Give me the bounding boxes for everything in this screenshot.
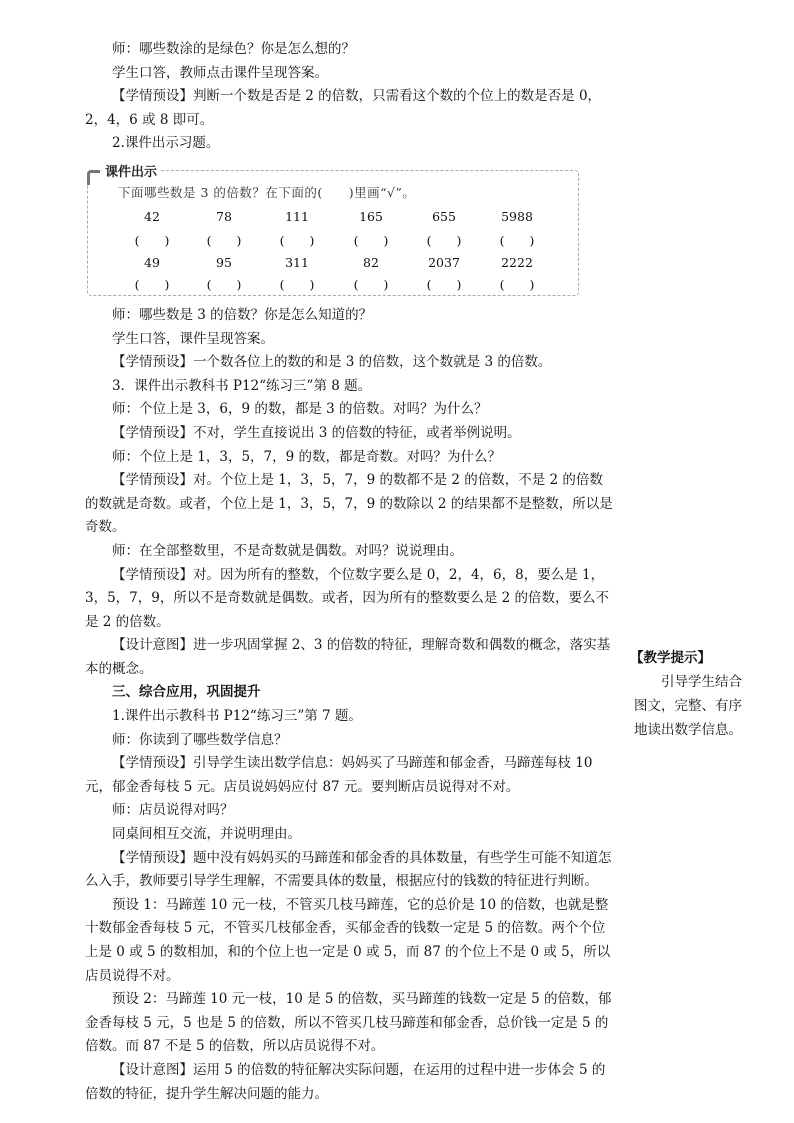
answer-blank[interactable]: ( ) [206,276,242,292]
exercise-number: 5988 [501,208,533,224]
student-answer-2: 学生口答，课件呈现答案。 [112,330,274,347]
exercise-number: 95 [216,254,232,270]
preset-paragraph-7 [85,847,613,894]
number-row-1 [88,209,578,229]
answer-blank[interactable]: ( ) [426,276,462,292]
answer-row-1 [88,231,578,251]
preset-tag: 【学情预设】 [112,849,193,866]
answer-blank[interactable]: ( ) [279,276,315,292]
teacher-question-info: 师：你读到了哪些数学信息？ [112,731,288,748]
exercise-number: 42 [144,208,160,224]
preset-tag: 【学情预设】 [112,354,193,371]
preset-paragraph-6 [85,752,613,799]
answer-blank[interactable]: ( ) [426,232,462,248]
preset-text: 题中没有妈妈买的马蹄莲和郁金香的具体数量，有些学生可能不知道怎么入手，教师要引导学生理解，不需要具体的数量，根据应付的钱数的特征进行判断。 [85,849,612,890]
preset-text: 对。个位上是 1，3，5，7，9 的数都不是 2 的倍数，不是 2 的倍数的数就是奇数。或者，个位上是 1，3，5，7，9 的数除以 2 的结果都不是整数，所以是奇数。 [85,472,613,536]
exercise-number: 655 [432,208,456,224]
student-answer-1: 学生口答，教师点击课件呈现答案。 [112,64,328,81]
preset-tag: 【学情预设】 [112,424,193,441]
exercise-prompt: 下面哪些数是 3 的倍数？在下面的( )里画“√”。 [118,184,416,200]
answer-blank[interactable]: ( ) [134,276,170,292]
design-text: 运用 5 的倍数的特征解决实际问题，在运用的过程中进一步体会 5 的倍数的特征，提升学生解决问题的能力。 [85,1061,606,1102]
preset-tag: 【学情预设】 [112,566,193,583]
teaching-tip-title: 【教学提示】 [630,650,711,666]
exercise-number: 82 [363,254,379,270]
exercise-intro: 2.课件出示习题。 [112,135,220,152]
teacher-question-clerk: 师：店员说得对吗？ [112,802,234,819]
exercise-8-intro: 3．课件出示教科书 P12“练习三”第 8 题。 [112,377,372,394]
preset-text: 引导学生读出数学信息：妈妈买了马蹄莲和郁金香，马蹄莲每枝 10 元，郁金香每枝 5 元。店员说妈妈应付 87 元。要判断店员说得对不对。 [85,755,593,795]
teacher-question-369: 师：个位上是 3，6，9 的数，都是 3 的倍数。对吗？为什么？ [112,401,488,418]
answer-blank[interactable]: ( ) [279,232,315,248]
preset-text: 对。因为所有的整数，个位数字要么是 0，2，4，6，8，要么是 1，3，5，7，9，所以不是奇数就是偶数。或者，因为所有的整数要么是 2 的倍数，要么不是 2 的倍数。 [85,566,610,630]
courseware-exercise-box [87,164,579,296]
answer-row-2 [88,275,578,295]
design-tag: 【设计意图】 [112,637,193,654]
teaching-tip-sidebar [630,646,744,742]
teaching-tip-body: 引导学生结合图文，完整、有序地读出数学信息。 [634,674,742,738]
preset-paragraph-3 [85,422,613,446]
preset-text: 一个数各位上的数的和是 3 的倍数，这个数就是 3 的倍数。 [193,354,552,371]
preset-tag: 【学情预设】 [112,472,193,489]
answer-blank[interactable]: ( ) [499,276,535,292]
preset-paragraph-5 [85,564,613,635]
design-text: 进一步巩固掌握 2、3 的倍数的特征，理解奇数和偶数的概念，落实基本的概念。 [85,637,611,677]
number-row-2 [88,255,578,275]
exercise-number: 311 [285,254,309,270]
answer-blank[interactable]: ( ) [353,232,389,248]
preset-tag: 【学情预设】 [112,755,193,772]
preset-paragraph-2 [85,351,613,375]
exercise-number: 2222 [501,254,533,270]
teacher-question-odd: 师：个位上是 1，3，5，7，9 的数，都是奇数。对吗？为什么？ [112,448,502,465]
exercise-number: 111 [285,208,309,224]
exercise-number: 2037 [428,254,460,270]
lesson-body [85,38,613,1106]
answer-blank[interactable]: ( ) [134,232,170,248]
teacher-question-3: 师：哪些数是 3 的倍数？你是怎么知道的？ [112,306,373,323]
exercise-number: 78 [216,208,232,224]
preset-paragraph-1 [85,85,613,132]
pair-discussion: 同桌间相互交流，并说明理由。 [112,826,301,843]
preset-option-1: 预设 1：马蹄莲 10 元一枝，不管买几枝马蹄莲，它的总价是 10 的倍数，也就是整十数郁金香每枝 5 元，不管买几枝郁金香，买郁金香的钱数一定是 5 的倍数。两个个位上是 0 或 5 的数相加，和的个位上也一定是 0 或 5，而 87 的个位上不是 0 或 5，所以店员说得不对。 [85,896,611,984]
preset-option-2: 预设 2：马蹄莲 10 元一枝，10 是 5 的倍数，买马蹄莲的钱数一定是 5 的倍数，郁金香每枝 5 元，5 也是 5 的倍数，所以不管买几枝马蹄莲和郁金香，总价钱一定是 5 的倍数。而 87 不是 5 的倍数，所以店员说得不对。 [85,991,612,1055]
exercise-number: 49 [144,254,160,270]
design-tag: 【设计意图】 [112,1061,193,1078]
design-intent-2 [85,1059,613,1106]
preset-paragraph-4 [85,469,613,540]
design-intent-1 [85,634,613,681]
answer-blank[interactable]: ( ) [206,232,242,248]
section-heading-3: 三、综合应用，巩固提升 [112,684,261,701]
preset-text: 不对，学生直接说出 3 的倍数的特征，或者举例说明。 [193,424,521,441]
courseware-label: 课件出示 [102,161,160,180]
teacher-question-integers: 师：在全部整数里，不是奇数就是偶数。对吗？说说理由。 [112,542,463,559]
answer-blank[interactable]: ( ) [353,276,389,292]
preset-tag: 【学情预设】 [112,88,193,105]
exercise-7-intro: 1.课件出示教科书 P12“练习三”第 7 题。 [112,708,362,725]
answer-blank[interactable]: ( ) [499,232,535,248]
box-corner-accent [87,170,100,185]
exercise-number: 165 [359,208,383,224]
preset-text: 判断一个数是否是 2 的倍数，只需看这个数的个位上的数是否是 0，2，4，6 或 8 即可。 [85,88,602,128]
teacher-question-green: 师：哪些数涂的是绿色？你是怎么想的？ [112,41,355,57]
